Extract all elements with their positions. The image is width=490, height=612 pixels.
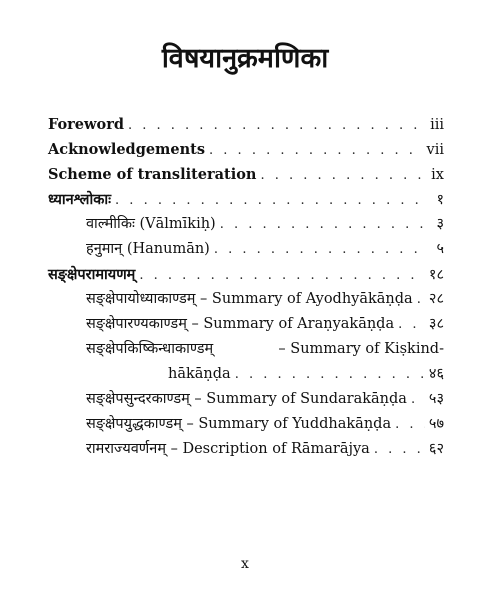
toc-entry-label-continued: hākāṇḍa — [168, 366, 231, 382]
toc-entry-label: सङ्क्षेपसुन्दरकाण्डम् – Summary of Sundarakāṇḍa — [86, 391, 407, 407]
toc-entry-page: ५३ — [428, 391, 444, 407]
toc-entry-aranyakanda[interactable] — [48, 312, 444, 337]
toc-entry-page: vii — [426, 142, 444, 158]
toc-entry-ayodhyakanda[interactable] — [48, 287, 444, 312]
toc-entry-label: सङ्क्षेपायोध्याकाण्डम् – Summary of Ayodhyākāṇḍa — [86, 291, 413, 307]
toc-entry-page: ३ — [436, 216, 444, 232]
toc-entry-sankshepa-ramayanam[interactable] — [48, 262, 444, 287]
page-number: x — [241, 556, 249, 572]
dot-leader — [395, 412, 425, 437]
toc-entry-label — [86, 337, 444, 362]
toc-entry-dhyanashlokah[interactable] — [48, 187, 444, 212]
dot-leader — [398, 312, 425, 337]
dot-leader — [220, 212, 426, 237]
toc-entry-ramarajya[interactable] — [48, 437, 444, 462]
dot-leader — [214, 237, 426, 262]
toc-entry-acknowledgements[interactable] — [48, 137, 444, 162]
toc-entry-label-english: – Summary of Kiṣkind- — [278, 341, 444, 357]
toc-entry-label: हनुमान् (Hanumān) — [86, 241, 210, 257]
toc-entry-label: सङ्क्षेपयुद्धकाण्डम् – Summary of Yuddhakāṇḍa — [86, 416, 392, 432]
dot-leader — [139, 263, 425, 288]
toc-entry-label: रामराज्यवर्णनम् – Description of Rāmarājya — [86, 441, 370, 457]
toc-entry-label: Foreword — [48, 116, 124, 133]
toc-entry-label: Acknowledgements — [48, 141, 206, 158]
toc-entry-hanuman[interactable] — [48, 237, 444, 262]
toc-entry-label: Scheme of transliteration — [48, 166, 257, 183]
toc-entry-page: १८ — [428, 267, 444, 283]
toc-entry-page: ५ — [436, 241, 444, 257]
dot-leader — [374, 437, 425, 462]
toc-entry-valmikih[interactable] — [48, 212, 444, 237]
toc-entry-yuddhakanda[interactable] — [48, 412, 444, 437]
dot-leader — [128, 113, 426, 138]
toc-entry-transliteration[interactable] — [48, 162, 444, 187]
toc-entry-label: ध्यानश्लोकाः — [48, 191, 112, 208]
toc-entry-label-sanskrit: सङ्क्षेपकिष्किन्धाकाण्डम् — [86, 341, 214, 357]
dot-leader — [115, 188, 426, 213]
toc-entry-page: २८ — [428, 291, 444, 307]
toc-entry-page: ix — [431, 167, 444, 183]
toc-entry-kishkindhakanda-cont[interactable] — [48, 362, 444, 387]
toc-entry-page: ४६ — [428, 366, 444, 382]
toc-entry-kishkindhakanda[interactable] — [48, 337, 444, 362]
toc-entry-sundarakanda[interactable] — [48, 387, 444, 412]
toc-entry-label: सङ्क्षेपारण्यकाण्डम् – Summary of Araṇyakāṇḍa — [86, 316, 395, 332]
table-of-contents — [48, 112, 444, 462]
dot-leader — [235, 362, 425, 387]
dot-leader — [260, 163, 426, 188]
page-title: विषयानुक्रमणिका — [161, 43, 329, 74]
toc-entry-page: ३८ — [428, 316, 444, 332]
toc-entry-page: ६२ — [428, 441, 444, 457]
dot-leader — [417, 287, 425, 312]
toc-entry-label: सङ्क्षेपरामायणम् — [48, 266, 136, 283]
dot-leader — [209, 138, 423, 163]
toc-entry-label: वाल्मीकिः (Vālmīkiḥ) — [86, 216, 216, 232]
toc-entry-page: iii — [430, 117, 444, 133]
dot-leader — [411, 387, 425, 412]
toc-entry-page: ५७ — [428, 416, 444, 432]
toc-entry-page: १ — [436, 192, 444, 208]
toc-entry-foreword[interactable] — [48, 112, 444, 137]
